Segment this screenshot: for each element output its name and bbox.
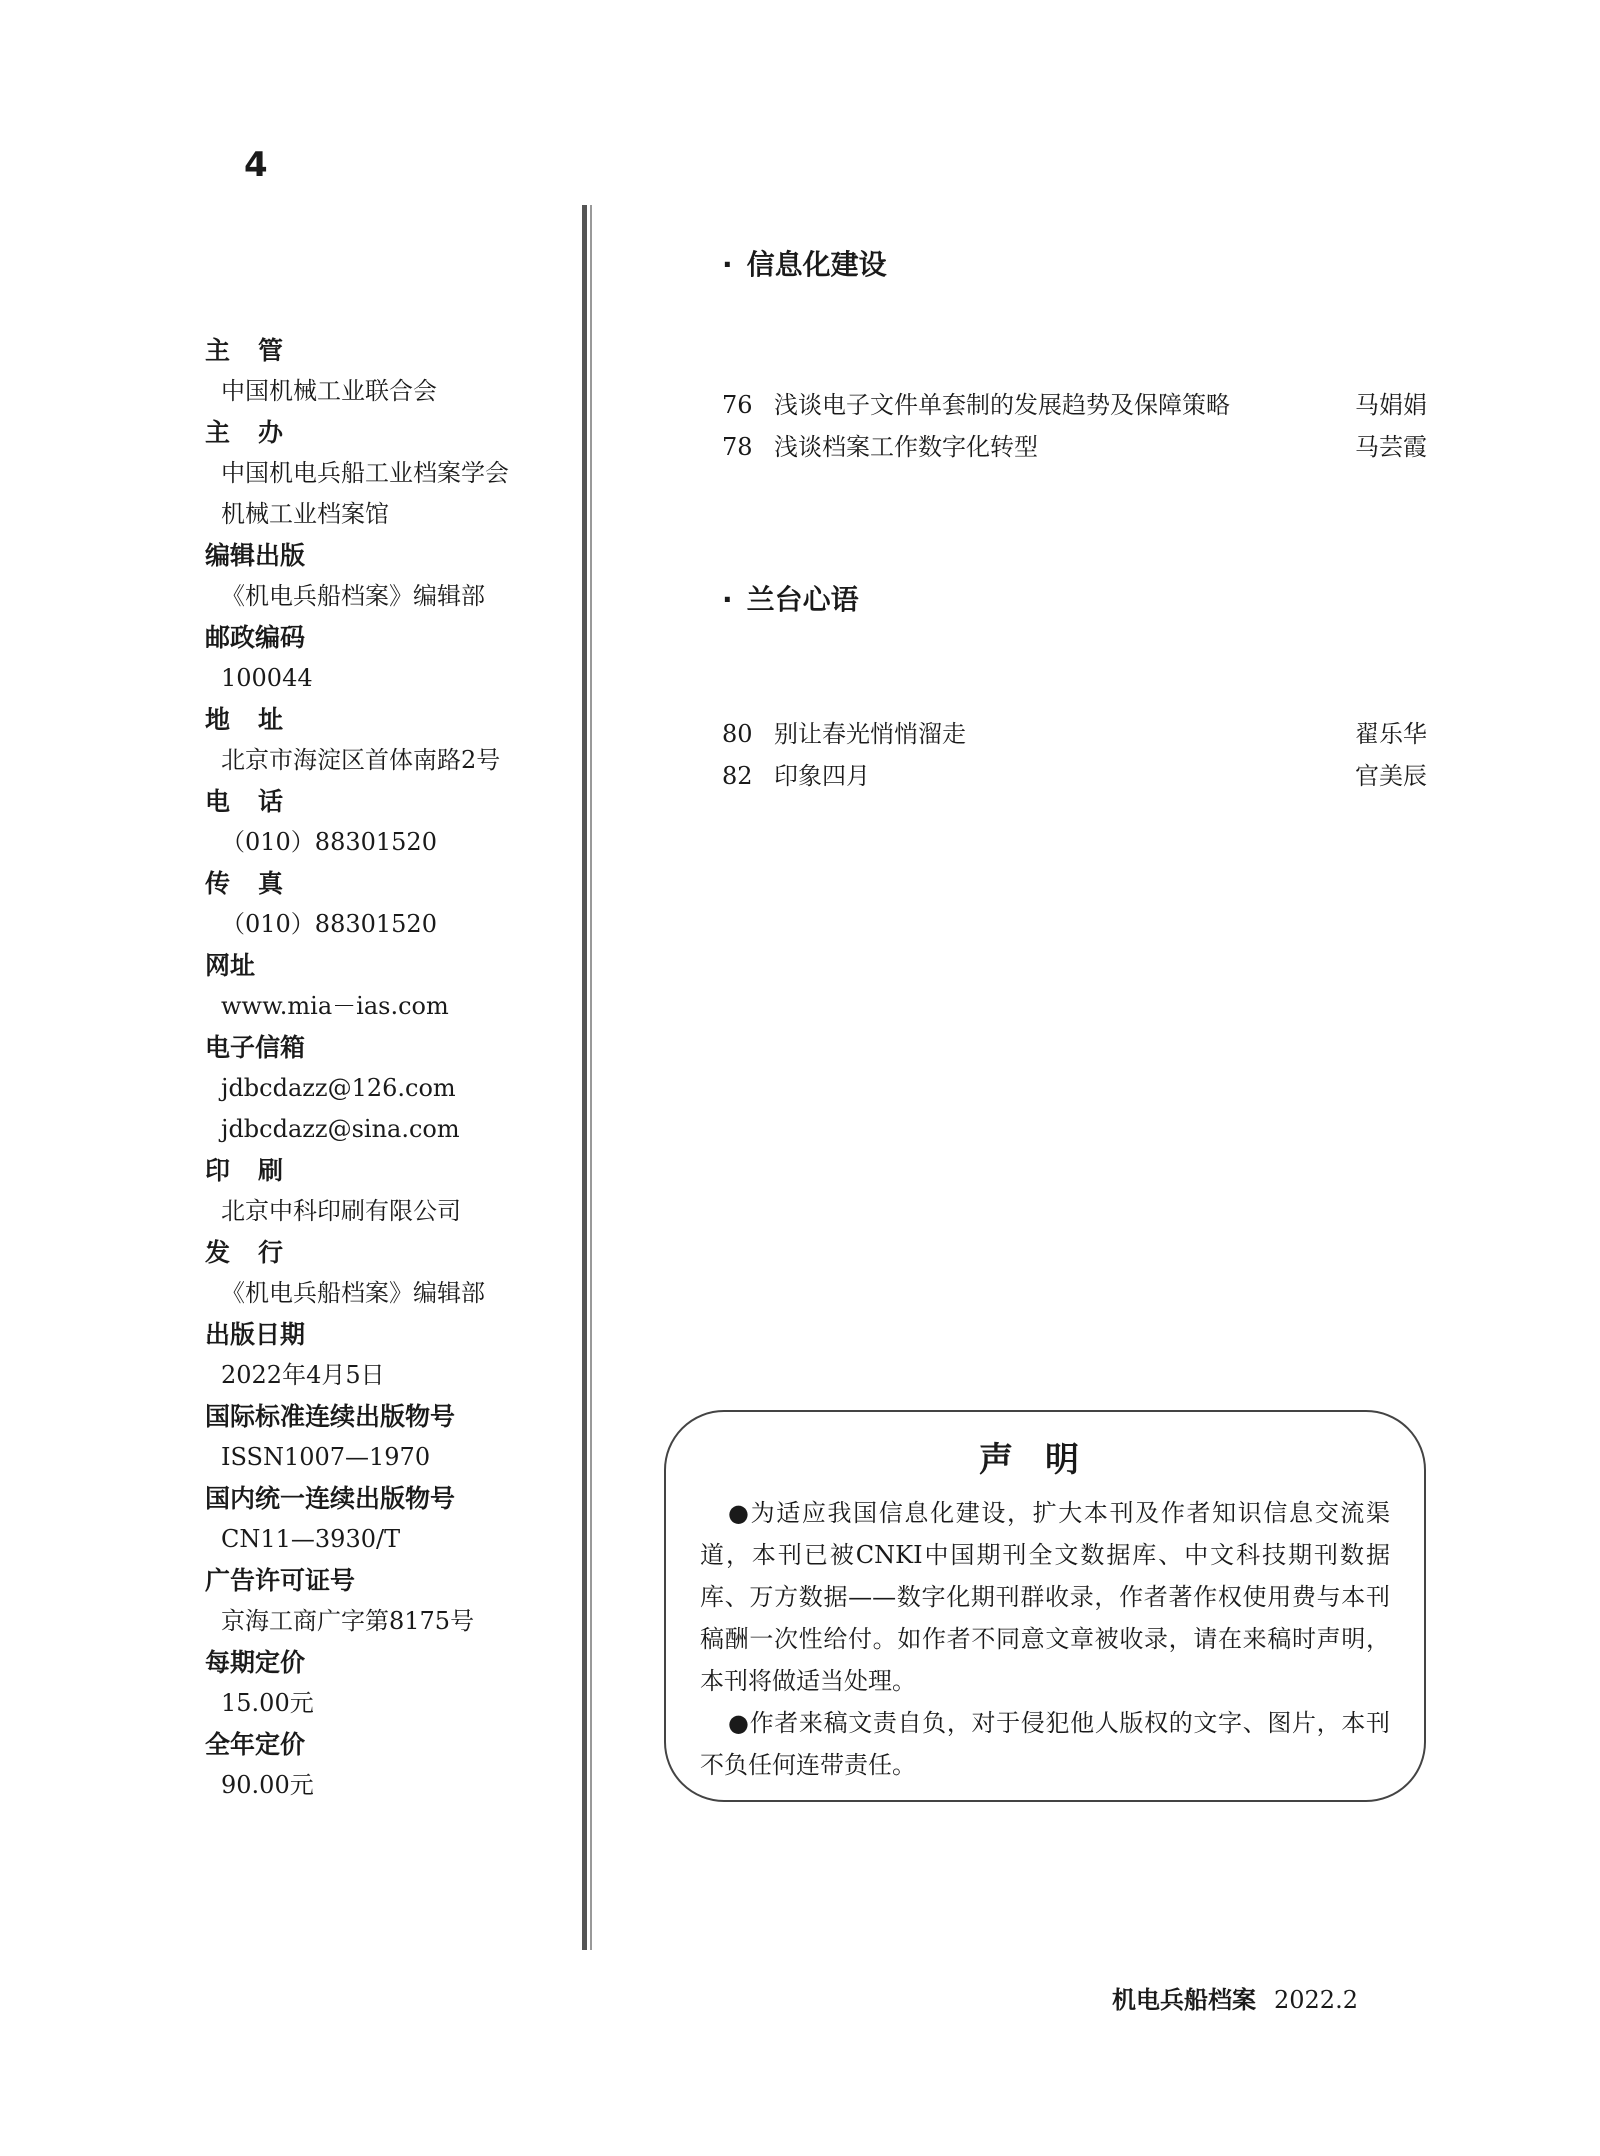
masthead-label: 编辑出版 <box>205 541 306 570</box>
masthead-label: 印刷 <box>205 1156 312 1185</box>
toc-title: 别让春光悄悄溜走 <box>774 720 966 748</box>
section-bullet: · <box>722 248 733 281</box>
masthead-entry <box>205 1396 575 1478</box>
masthead-entry <box>205 1314 575 1396</box>
toc-row[interactable] <box>722 384 1427 426</box>
masthead-label: 发行 <box>205 1238 312 1267</box>
masthead-value: 《机电兵船档案》编辑部 <box>221 582 485 610</box>
notice-paragraph: ●为适应我国信息化建设，扩大本刊及作者知识信息交流渠道，本刊已被CNKI中国期刊全文数据库、中文科技期刊数据库、万方数据——数字化期刊群收录，作者著作权使用费与本刊稿酬一次性给付。如作者不同意文章被收录，请在来稿时声明，本刊将做适当处理。 <box>700 1499 1390 1695</box>
masthead-value: 2022年4月5日 <box>221 1361 385 1389</box>
footer-issue: 2022.2 <box>1274 1986 1358 2014</box>
masthead-label: 国内统一连续出版物号 <box>205 1484 456 1513</box>
section-bullet: · <box>722 583 733 616</box>
masthead-label: 地址 <box>205 705 312 734</box>
masthead-value: （010）88301520 <box>221 828 437 856</box>
masthead-label: 出版日期 <box>205 1320 306 1349</box>
masthead-label: 传真 <box>205 869 312 898</box>
masthead-info <box>205 330 575 1806</box>
masthead-entry <box>205 945 575 1027</box>
masthead-label: 主管 <box>205 336 312 365</box>
masthead-entry <box>205 1150 575 1232</box>
toc-author: 官美辰 <box>1355 762 1427 790</box>
masthead-entry <box>205 1642 575 1724</box>
toc-title: 浅谈档案工作数字化转型 <box>774 433 1038 461</box>
masthead-entry <box>205 781 575 863</box>
notice-title: 声明 <box>979 1440 1111 1480</box>
masthead-value: （010）88301520 <box>221 910 437 938</box>
masthead-label: 广告许可证号 <box>205 1566 356 1595</box>
masthead-label: 国际标准连续出版物号 <box>205 1402 456 1431</box>
toc-row[interactable] <box>722 755 1427 797</box>
toc-title: 印象四月 <box>774 762 870 790</box>
masthead-entry <box>205 330 575 412</box>
masthead-entry <box>205 1027 575 1150</box>
column-divider <box>582 205 587 1950</box>
toc-page: 78 <box>722 433 753 461</box>
toc-author: 马芸霞 <box>1355 433 1427 461</box>
masthead-entry <box>205 1724 575 1806</box>
masthead-entry <box>205 412 575 535</box>
masthead-value: CN11—3930/T <box>221 1525 401 1553</box>
footer-journal-name: 机电兵船档案 <box>1112 1985 1256 2014</box>
masthead-entry <box>205 617 575 699</box>
masthead-value: jdbcdazz@sina.com <box>221 1115 460 1143</box>
page-footer <box>1112 1980 1358 2015</box>
column-divider-inner <box>590 205 592 1950</box>
section-heading-lantai <box>722 578 859 618</box>
masthead-entry <box>205 535 575 617</box>
toc-title: 浅谈电子文件单套制的发展趋势及保障策略 <box>774 391 1230 419</box>
masthead-value: 北京市海淀区首体南路2号 <box>221 746 501 774</box>
section-title: 信息化建设 <box>746 248 887 281</box>
masthead-entry <box>205 1232 575 1314</box>
section-heading-xinxihua <box>722 243 887 283</box>
notice-paragraph: ●作者来稿文责自负，对于侵犯他人版权的文字、图片，本刊不负任何连带责任。 <box>700 1709 1390 1779</box>
toc-row[interactable] <box>722 426 1427 468</box>
masthead-label: 电子信箱 <box>205 1033 306 1062</box>
masthead-label: 邮政编码 <box>205 623 306 652</box>
masthead-entry <box>205 699 575 781</box>
masthead-value: ISSN1007—1970 <box>221 1443 431 1471</box>
masthead-value: 15.00元 <box>221 1689 314 1717</box>
masthead-value: 中国机械工业联合会 <box>221 377 437 405</box>
masthead-entry <box>205 863 575 945</box>
toc-page: 80 <box>722 720 753 748</box>
notice-box <box>664 1410 1426 1802</box>
masthead-value: 北京中科印刷有限公司 <box>221 1197 461 1225</box>
masthead-value: 《机电兵船档案》编辑部 <box>221 1279 485 1307</box>
masthead-label: 全年定价 <box>205 1730 306 1759</box>
masthead-value: 京海工商广字第8175号 <box>221 1607 475 1635</box>
page-number: 4 <box>244 145 268 185</box>
masthead-label: 每期定价 <box>205 1648 306 1677</box>
toc-list-xinxihua <box>722 384 1427 468</box>
masthead-label: 网址 <box>205 951 256 980</box>
masthead-value: 100044 <box>221 664 313 692</box>
toc-author: 翟乐华 <box>1355 720 1427 748</box>
masthead-entry <box>205 1560 575 1642</box>
masthead-value: www.mia－ias.com <box>221 992 449 1020</box>
toc-row[interactable] <box>722 713 1427 755</box>
toc-list-lantai <box>722 713 1427 797</box>
toc-author: 马娟娟 <box>1355 391 1427 419</box>
toc-page: 76 <box>722 391 753 419</box>
masthead-value: 机械工业档案馆 <box>221 500 389 528</box>
masthead-value: 90.00元 <box>221 1771 314 1799</box>
masthead-value: jdbcdazz@126.com <box>221 1074 456 1102</box>
toc-page: 82 <box>722 762 753 790</box>
section-title: 兰台心语 <box>746 583 859 616</box>
masthead-label: 主办 <box>205 418 312 447</box>
masthead-label: 电话 <box>205 787 312 816</box>
masthead-entry <box>205 1478 575 1560</box>
masthead-value: 中国机电兵船工业档案学会 <box>221 459 509 487</box>
